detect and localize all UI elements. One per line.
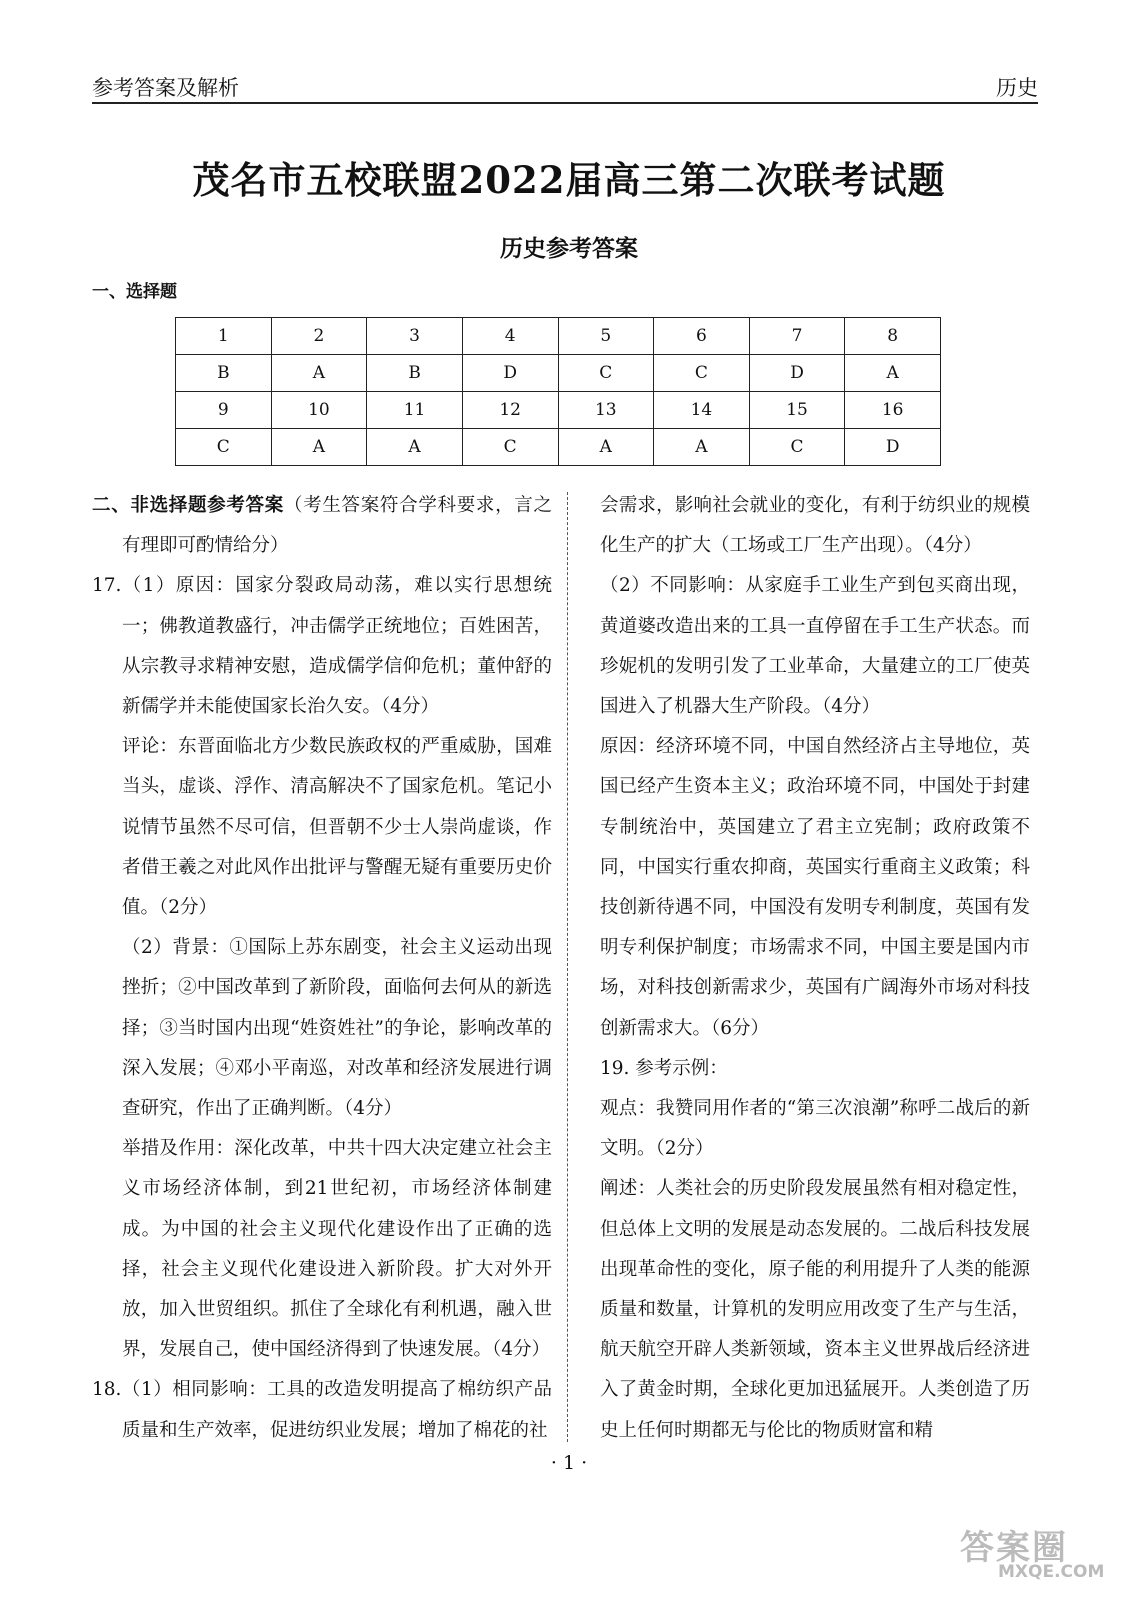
answer-table-number-row [176,318,941,355]
answer-table-cell: 3 [367,318,463,355]
q18-part2-reasons: 原因：经济环境不同，中国自然经济占主导地位，英国已经产生资本主义；政治环境不同，中国处于封建专制统治中，英国建立了君主立宪制；政府政策不同，中国实行重农抑商，英国实行重商主义政策；科技创新待遇不同，中国没有发明专利制度，英国有发明专利保护制度；市场需求不同，中国主要是国内市场，对科技创新需求少，英国有广阔海外市场对科技创新需求大。（6分） [600,736,1030,1039]
answer-table-cell: D [845,429,941,466]
answer-table-cell: 1 [176,318,272,355]
page-header [92,72,1038,104]
q19-elaboration: 阐述：人类社会的历史阶段发展虽然有相对稳定性，但总体上文明的发展是动态发展的。二战后科技发展出现革命性的变化，原子能的利用提升了人类的能源质量和数量，计算机的发明应用改变了生产与生活，航天航空开辟人类新领域，资本主义世界战后经济进入了黄金时期，全球化更加迅猛展开。人类创造了历史上任何时期都无与伦比的物质财富和精 [600,1178,1030,1441]
answer-table-cell: C [749,429,845,466]
q17-part1-comment: 评论：东晋面临北方少数民族政权的严重威胁，国难当头，虚谈、浮作、清高解决不了国家危机。笔记小说情节虽然不尽可信，但晋朝不少士人崇尚虚谈，作者借王羲之对此风作出批评与警醒无疑有重要历史价值。（2分） [122,736,552,919]
answer-table-cell: 7 [749,318,845,355]
column-divider [567,492,568,1442]
answer-table-cell: 16 [845,392,941,429]
answer-table-cell: 2 [271,318,367,355]
answer-table-cell: D [462,355,558,392]
header-left-label: 参考答案及解析 [92,76,239,100]
answer-table-cell: 12 [462,392,558,429]
answer-table-answer-row [176,429,941,466]
answer-table-cell: B [176,355,272,392]
answer-table-cell: 15 [749,392,845,429]
answer-table [175,317,941,466]
q18-part2-differences: （2）不同影响：从家庭手工业生产到包买商出现，黄道婆改造出来的工具一直停留在手工生产状态。而珍妮机的发明引发了工业革命，大量建立的工厂使英国进入了机器大生产阶段。（4分） [600,575,1030,718]
answer-table-cell: B [367,355,463,392]
answer-table-cell: A [271,355,367,392]
answer-table-cell: A [367,429,463,466]
section-2-note: （考生答案符合学科要求，言之有理即可酌情给分） [122,495,552,557]
answer-table-cell: C [462,429,558,466]
answer-table-cell: C [558,355,654,392]
answer-table-cell: C [176,429,272,466]
q19-viewpoint: 观点：我赞同用作者的“第三次浪潮”称呼二战后的新文明。（2分） [600,1098,1030,1160]
section-2-title: 二、非选择题参考答案 [92,495,284,516]
answer-table-cell: 6 [654,318,750,355]
document-subtitle: 历史参考答案 [500,235,638,262]
answer-table-cell: 4 [462,318,558,355]
q19-heading: 19. 参考示例： [600,1057,728,1079]
answer-table-number-row [176,392,941,429]
left-column [92,486,552,1451]
answer-table-cell: 11 [367,392,463,429]
answer-table-cell: D [749,355,845,392]
q17-part1-reason: 17.（1）原因：国家分裂政局动荡，难以实行思想统一；佛教道教盛行，冲击儒学正统地位；百姓困苦，从宗教寻求精神安慰，造成儒学信仰危机；董仲舒的新儒学并未能使国家长治久安。（4分） [92,575,552,718]
page-number: · 1 · [550,1452,588,1474]
section-multiple-choice-label: 一、选择题 [92,282,177,302]
watermark-logo-text: 答案圈 [960,1528,1068,1568]
answer-table-cell: 8 [845,318,941,355]
answer-table-cell: A [845,355,941,392]
q17-part2-background: （2）背景：①国际上苏东剧变，社会主义运动出现挫折；②中国改革到了新阶段，面临何去何从的新选择；③当时国内出现“姓资姓社”的争论，影响改革的深入发展；④邓小平南巡，对改革和经济发展进行调查研究，作出了正确判断。（4分） [122,937,552,1120]
answer-table-answer-row [176,355,941,392]
header-subject-label: 历史 [996,76,1038,100]
answer-table-cell: A [271,429,367,466]
answer-table-cell: A [654,429,750,466]
answer-table-cell: 10 [271,392,367,429]
document-title: 茂名市五校联盟2022届高三第二次联考试题 [192,158,946,202]
right-column [600,486,1030,1451]
section-2-heading [92,486,552,566]
answer-table-cell: C [654,355,750,392]
answer-table-cell: 9 [176,392,272,429]
watermark-logo [960,1520,1110,1590]
answer-table-cell: 13 [558,392,654,429]
answer-table-cell: 14 [654,392,750,429]
answer-table-cell: 5 [558,318,654,355]
q17-part2-measures: 举措及作用：深化改革，中共十四大决定建立社会主义市场经济体制，到21世纪初，市场经济体制建成。为中国的社会主义现代化建设作出了正确的选择，社会主义现代化建设进入新阶段。扩大对外开放，加入世贸组织。抓住了全球化有利机遇，融入世界，发展自己，使中国经济得到了快速发展。（4分） [122,1138,552,1361]
answer-table-cell: A [558,429,654,466]
watermark-logo-url: MXQE.COM [998,1562,1105,1582]
q18-part1-start: 18.（1）相同影响：工具的改造发明提高了棉纺织产品质量和生产效率，促进纺织业发展；增加了棉花的社 [92,1379,552,1441]
q18-part1-continued: 会需求，影响社会就业的变化，有利于纺织业的规模化生产的扩大（工场或工厂生产出现）。（4分） [600,495,1030,557]
